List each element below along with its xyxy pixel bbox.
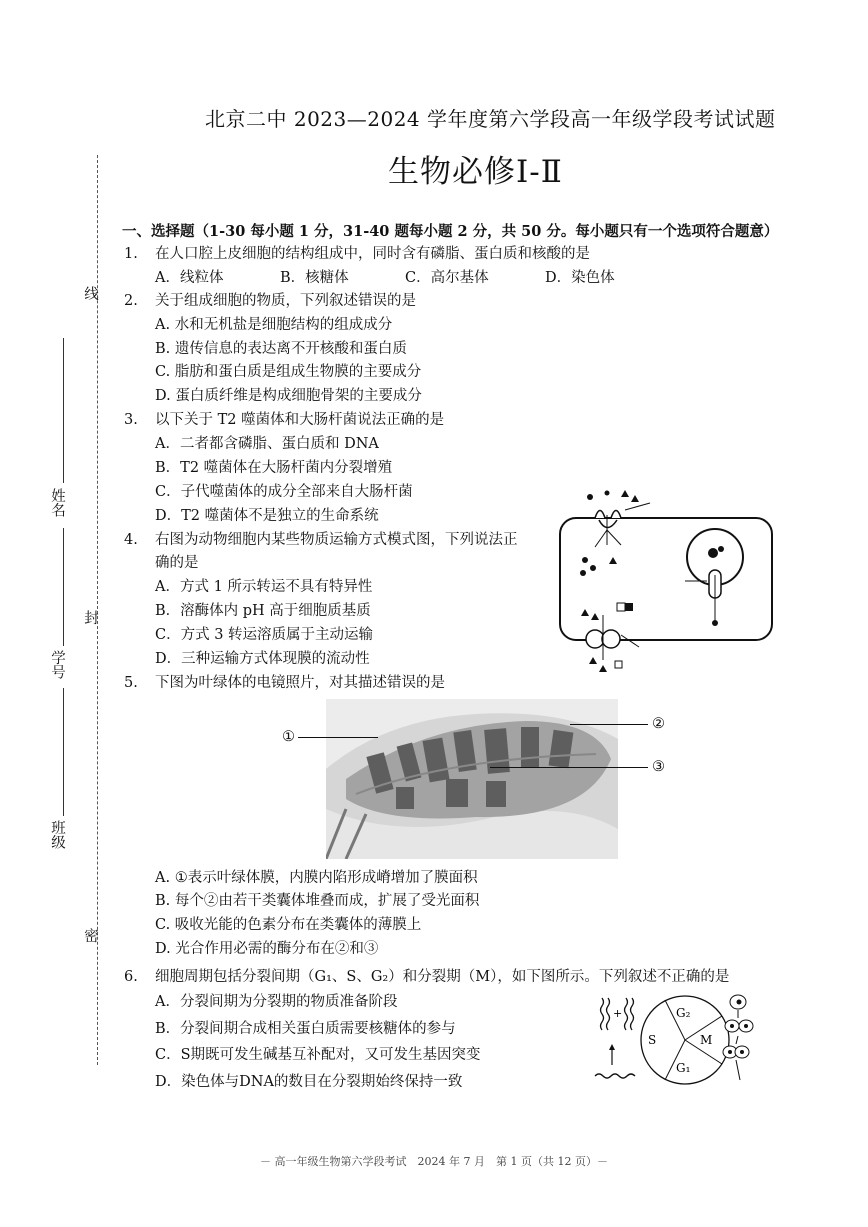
label-1: ①: [282, 729, 295, 745]
question-number: 1.: [124, 246, 138, 262]
question-stem: 以下关于 T2 噬菌体和大肠杆菌说法正确的是: [155, 412, 445, 428]
option-b: B．溶酶体内 pH 高于细胞质基质: [155, 603, 371, 619]
subject-title: 生物必修Ⅰ-Ⅱ: [388, 154, 563, 190]
margin-secret-label: 密: [82, 928, 98, 943]
option-b: B．分裂间期合成相关蛋白质需要核糖体的参与: [155, 1021, 456, 1037]
question-stem: 右图为动物细胞内某些物质运输方式模式图，下列说法正: [155, 532, 518, 548]
option-d: D. 光合作用必需的酶分布在②和③: [155, 941, 379, 957]
m-label: M: [700, 1033, 713, 1047]
question-stem: 关于组成细胞的物质，下列叙述错误的是: [155, 293, 416, 309]
option-d: D. 蛋白质纤维是构成细胞骨架的主要成分: [155, 388, 422, 404]
label-1-leader: [298, 737, 378, 738]
chloroplast-em-photo: [326, 699, 618, 859]
option-d: D．三种运输方式体现膜的流动性: [155, 651, 370, 667]
option-d: D．T2 噬菌体不是独立的生命系统: [155, 508, 379, 524]
question-stem-cont: 确的是: [155, 555, 199, 571]
option-a: A．线粒体: [155, 270, 224, 286]
option-b: B. 每个②由若干类囊体堆叠而成，扩展了受光面积: [155, 893, 480, 909]
option-d: D．染色体与DNA的数目在分裂期始终保持一致: [155, 1074, 463, 1090]
option-d: D．染色体: [545, 270, 615, 286]
label-2: ②: [652, 716, 665, 732]
student-id-label: 学号: [49, 650, 65, 679]
option-c: C．高尔基体: [405, 270, 489, 286]
question-number: 5.: [124, 675, 138, 691]
school-title: 北京二中 2023—2024 学年度第六学段高一年级学段考试试题: [205, 107, 776, 131]
option-a: A. 水和无机盐是细胞结构的组成成分: [155, 317, 393, 333]
question-number: 3.: [124, 412, 138, 428]
name-blank: [63, 338, 64, 483]
option-c: C．子代噬菌体的成分全部来自大肠杆菌: [155, 484, 413, 500]
option-c: C. 脂肪和蛋白质是组成生物膜的主要成分: [155, 364, 422, 380]
label-2-leader: [570, 724, 648, 725]
option-a: A．方式 1 所示转运不具有特异性: [155, 579, 373, 595]
option-b: B. 遗传信息的表达离不开核酸和蛋白质: [155, 341, 407, 357]
label-3: ③: [652, 759, 665, 775]
question-number: 6.: [124, 969, 138, 985]
page-footer: － 高一年级生物第六学段考试 2024 年 7 月 第 1 页（共 12 页）－: [260, 1155, 608, 1168]
question-stem: 在人口腔上皮细胞的结构组成中，同时含有磷脂、蛋白质和核酸的是: [155, 246, 590, 262]
option-a: A．二者都含磷脂、蛋白质和 DNA: [155, 436, 379, 452]
cell-transport-diagram: [555, 485, 780, 675]
g1-label: G₁: [676, 1061, 691, 1075]
cell-cycle-diagram: [590, 990, 760, 1090]
question-stem: 下图为叶绿体的电镜照片，对其描述错误的是: [155, 675, 445, 691]
section-heading: 一、选择题（1-30 每小题 1 分，31-40 题每小题 2 分，共 50 分。每小题只有一个选项符合题意）: [122, 223, 779, 240]
margin-seal-label: 封: [82, 610, 98, 625]
plus-sign: +: [613, 1007, 623, 1020]
option-c: C．方式 3 转运溶质属于主动运输: [155, 627, 374, 643]
class-blank: [63, 688, 64, 816]
option-a: A. ①表示叶绿体膜，内膜内陷形成嵴增加了膜面积: [155, 870, 478, 886]
option-c: C. 吸收光能的色素分布在类囊体的薄膜上: [155, 917, 422, 933]
option-c: C．S期既可发生碱基互补配对，又可发生基因突变: [155, 1047, 481, 1063]
name-label: 姓名: [49, 488, 65, 517]
question-number: 4.: [124, 532, 138, 548]
student-id-blank: [63, 528, 64, 646]
label-3-leader: [490, 767, 648, 768]
class-label: 班级: [49, 820, 65, 849]
g2-label: G₂: [676, 1006, 691, 1020]
option-b: B．T2 噬菌体在大肠杆菌内分裂增殖: [155, 460, 393, 476]
question-number: 2.: [124, 293, 138, 309]
s-label: S: [648, 1033, 657, 1047]
option-a: A．分裂间期为分裂期的物质准备阶段: [155, 994, 398, 1010]
option-b: B．核糖体: [280, 270, 349, 286]
question-stem: 细胞周期包括分裂间期（G₁、S、G₂）和分裂期（M），如下图所示。下列叙述不正确的是: [155, 969, 730, 985]
margin-line-label: 线: [82, 286, 98, 301]
